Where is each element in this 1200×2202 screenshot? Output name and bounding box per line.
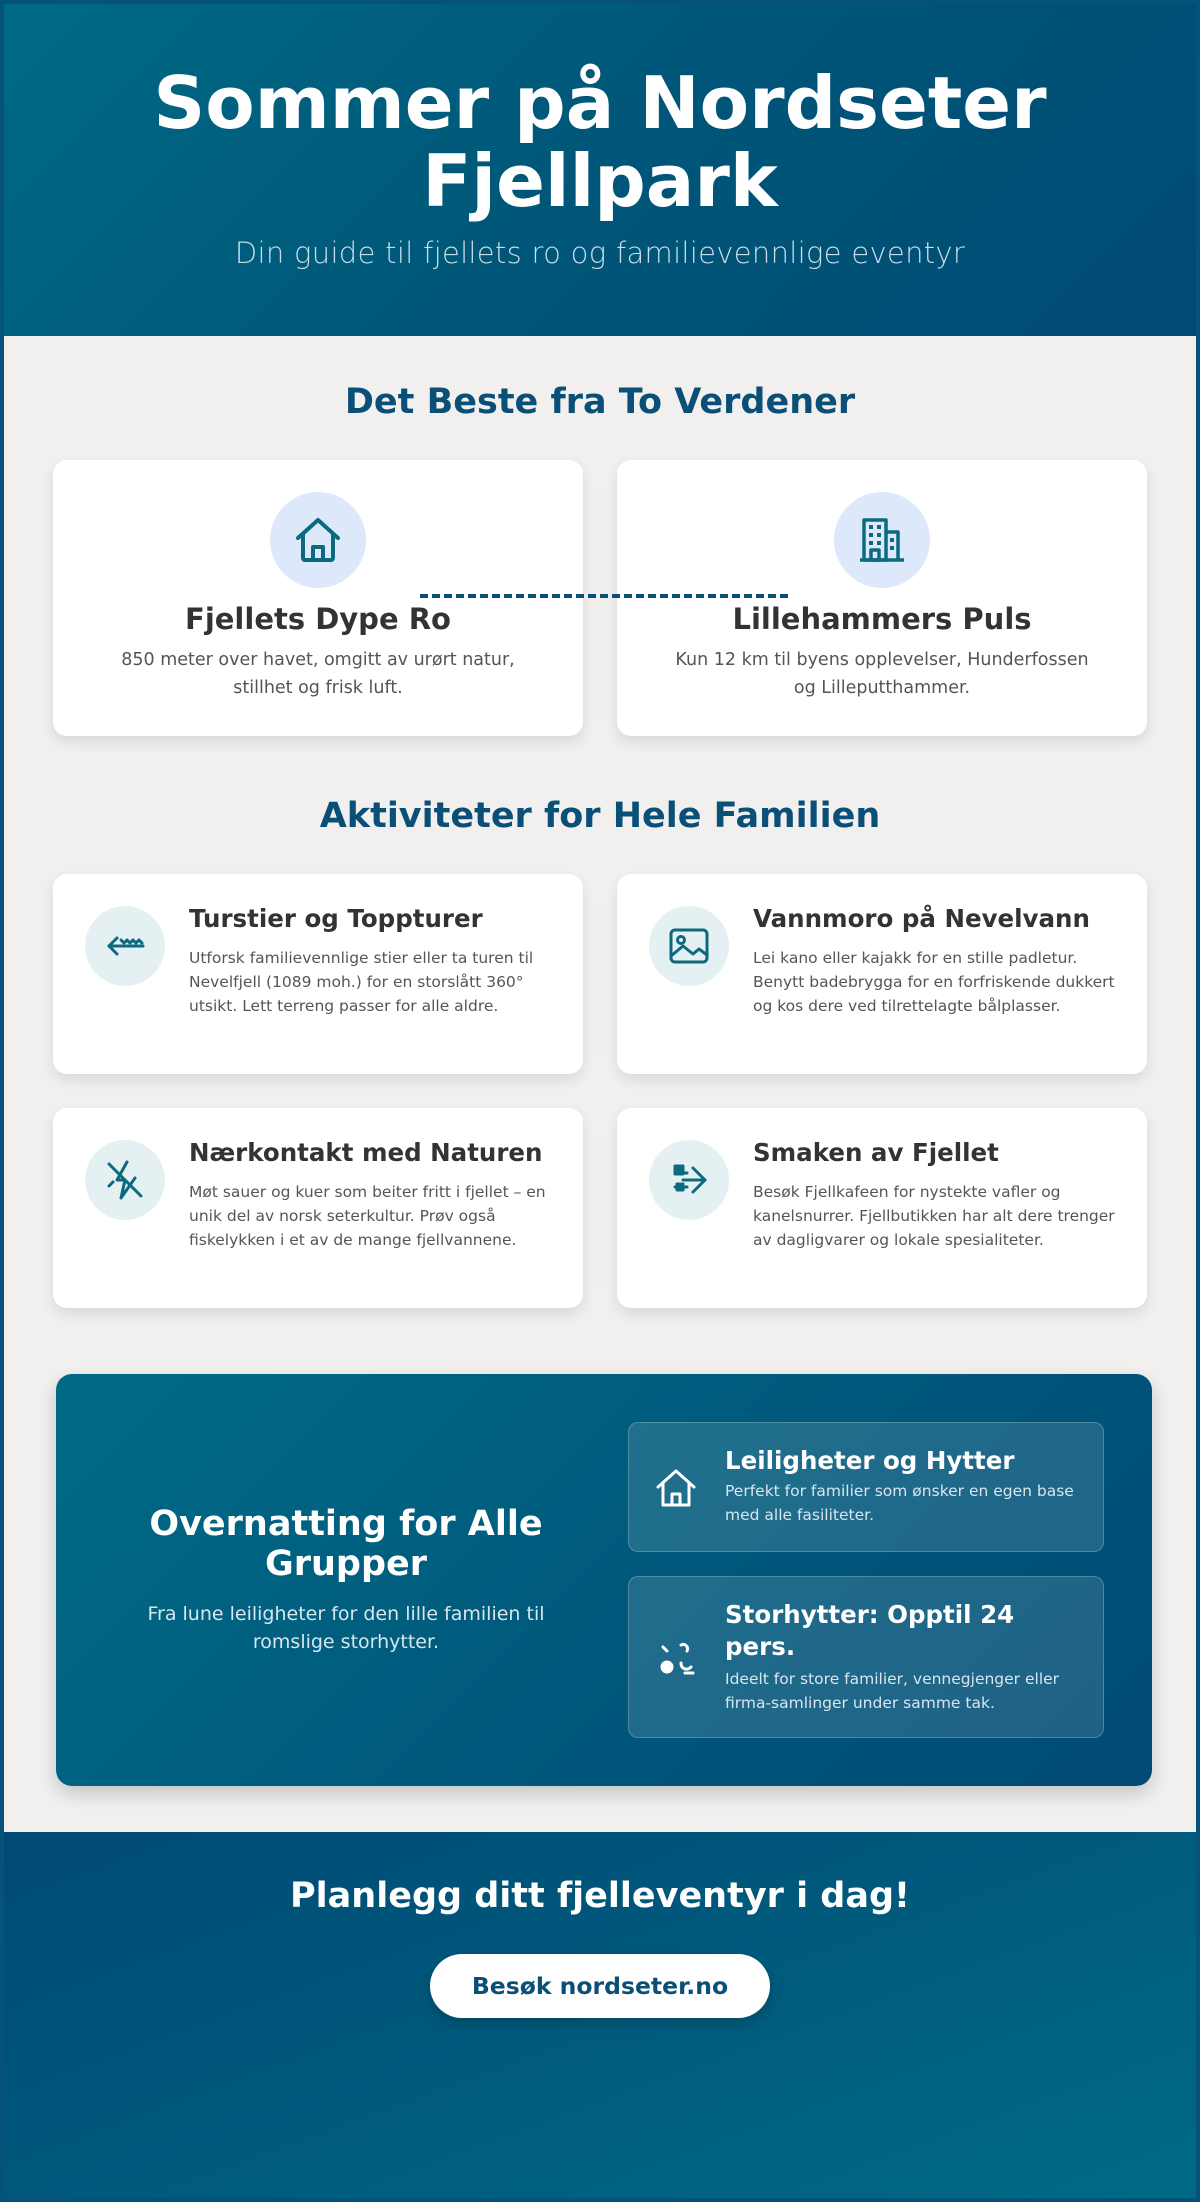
world-desc: Kun 12 km til byens opplevelser, Hunderfossen og Lilleputthammer. [675, 650, 1089, 698]
world-desc: 850 meter over havet, omgitt av urørt natur, stillhet og frisk luft. [121, 650, 515, 698]
activity-desc: Utforsk familievennlige stier eller ta turen til Nevelfjell (1089 moh.) for en storslått 360° utsikt. Lett terreng passer for alle aldre. [189, 949, 534, 1015]
page-subtitle: Din guide til fjellets ro og familievennlige eventyr [234, 236, 966, 270]
world-title: Lillehammers Puls [732, 602, 1032, 636]
page-title: Sommer på Nordseter Fjellpark [153, 61, 1047, 223]
activity-icon-circle [85, 1140, 165, 1220]
world-card-city [617, 460, 1147, 736]
picture-icon [667, 924, 711, 968]
lodging-section [56, 1374, 1152, 1786]
activity-card-trails [53, 874, 583, 1074]
activity-card-nature [53, 1108, 583, 1308]
activity-desc: Møt sauer og kuer som beiter fritt i fjellet – en unik del av norsk seterkultur. Prøv også fiskelykken i et av de mange fjellvannene. [189, 1183, 546, 1249]
activity-card-water [617, 874, 1147, 1074]
building-icon-circle [834, 492, 930, 588]
activity-card-food [617, 1108, 1147, 1308]
lodging-option-title: Leiligheter og Hytter [725, 1446, 1015, 1475]
house-icon [292, 514, 344, 566]
house-icon-circle [270, 492, 366, 588]
lodging-desc: Fra lune leiligheter for den lille familien til romslige storhytter. [147, 1603, 545, 1653]
activity-desc: Lei kano eller kajakk for en stille padletur. Benytt badebrygga for en forfriskende dukkert og kos dere ved tilrettelagte bålplasser. [753, 949, 1115, 1015]
main-content [4, 336, 1196, 1832]
trail-arrow-icon [103, 924, 147, 968]
activity-icon-circle [85, 906, 165, 986]
footer-title: Planlegg ditt fjelleventyr i dag! [290, 1876, 910, 1916]
section-title-worlds: Det Beste fra To Verdener [344, 382, 856, 422]
group-icon [653, 1635, 699, 1681]
lodging-option-title: Storhytter: Opptil 24 pers. [725, 1600, 1015, 1661]
activity-title: Turstier og Toppturer [189, 904, 483, 933]
activity-icon-circle [649, 1140, 729, 1220]
nature-slash-icon [103, 1158, 147, 1202]
lodging-option-desc: Ideelt for store familier, vennegjenger eller firma-samlinger under samme tak. [725, 1670, 1060, 1712]
world-card-nature [53, 460, 583, 736]
section-title-activities: Aktiviteter for Hele Familien [319, 796, 881, 836]
lodging-title: Overnatting for Alle Grupper [149, 1504, 543, 1584]
lodging-option-large-cabins [628, 1576, 1104, 1738]
signpost-arrow-icon [667, 1158, 711, 1202]
activity-desc: Besøk Fjellkafeen for nystekte vafler og kanelsnurrer. Fjellbutikken har alt dere trenger av dagligvarer og lokale spesialiteter. [753, 1183, 1115, 1249]
lodging-option-desc: Perfekt for familier som ønsker en egen base med alle fasiliteter. [725, 1482, 1074, 1524]
connector-dashed-line [420, 594, 788, 598]
activity-title: Smaken av Fjellet [753, 1138, 999, 1167]
activity-icon-circle [649, 906, 729, 986]
activity-title: Nærkontakt med Naturen [189, 1138, 543, 1167]
building-icon [856, 514, 908, 566]
activity-title: Vannmoro på Nevelvann [753, 904, 1090, 933]
lodging-option-apartments [628, 1422, 1104, 1552]
footer-cta-section [4, 1832, 1196, 2202]
hero-header [4, 4, 1196, 336]
visit-website-button[interactable]: Besøk nordseter.no [430, 1954, 770, 2018]
world-title: Fjellets Dype Ro [185, 602, 451, 636]
house-outline-icon [653, 1465, 699, 1511]
